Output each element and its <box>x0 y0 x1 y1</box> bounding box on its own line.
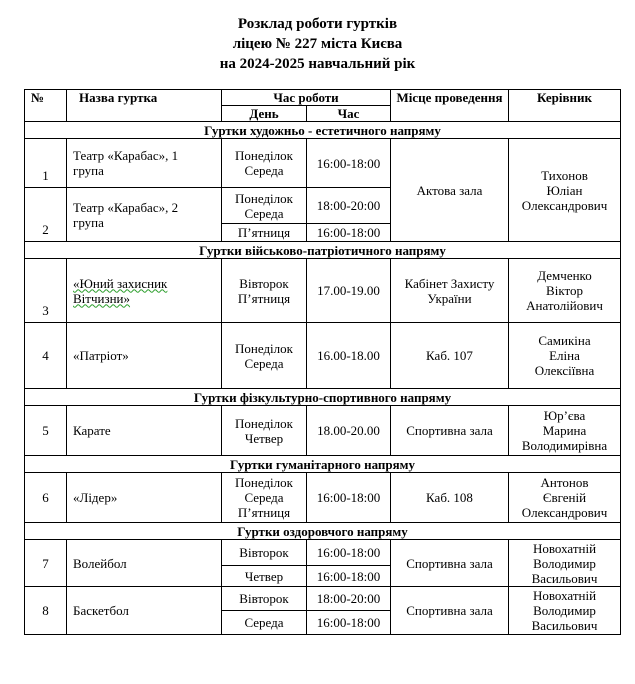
table-row <box>25 259 621 323</box>
leader-line: Євгеній <box>542 490 587 505</box>
club-place: Спортивна зала <box>391 587 509 635</box>
section-row <box>25 389 621 406</box>
club-day: П’ятниця <box>222 224 307 242</box>
leader-line: Олександрович <box>521 505 608 520</box>
leader-line: Володимирівна <box>521 438 608 453</box>
day-line: Понеділок <box>235 190 293 206</box>
day-line: Середа <box>244 163 284 178</box>
section-title: Гуртки гуманітарного напряму <box>25 456 621 473</box>
leader-line: Віктор <box>546 283 583 298</box>
club-name <box>67 139 222 188</box>
day-line: Понеділок <box>235 415 293 431</box>
section-title: Гуртки військово-патріотичного напряму <box>25 242 621 259</box>
club-time: 18:00-20:00 <box>307 188 391 224</box>
leader-line: Васильович <box>531 570 598 586</box>
club-place: Каб. 107 <box>391 323 509 389</box>
club-day <box>222 406 307 456</box>
club-time: 16:00-18:00 <box>307 473 391 523</box>
section-row <box>25 122 621 139</box>
leader-line: Еліна <box>549 348 580 363</box>
club-time: 18.00-20.00 <box>307 406 391 456</box>
day-line: Понеділок <box>235 475 293 490</box>
club-day: Вівторок <box>222 540 307 566</box>
day-line: Четвер <box>244 430 284 446</box>
leader-line: Новохатній <box>532 588 597 603</box>
place-line: України <box>427 290 472 306</box>
club-name-line: Театр «Карабас», 2 <box>73 200 179 215</box>
header-row <box>25 90 621 106</box>
leader-line: Володимир <box>533 603 596 618</box>
header-name: Назва гуртка <box>67 90 222 122</box>
day-line: Понеділок <box>235 340 293 356</box>
club-name: Карате <box>67 406 222 456</box>
club-time: 16.00-18.00 <box>307 323 391 389</box>
club-leader <box>509 473 621 523</box>
row-number: 6 <box>25 473 67 523</box>
schedule-table <box>24 89 621 635</box>
section-row <box>25 242 621 259</box>
club-name: Волейбол <box>67 540 222 587</box>
section-title: Гуртки фізкультурно-спортивного напряму <box>25 389 621 406</box>
table-row <box>25 406 621 456</box>
club-day: Четвер <box>222 566 307 587</box>
leader-line: Юр’єва <box>543 408 586 423</box>
day-line: Понеділок <box>235 148 293 163</box>
section-title: Гуртки художньо - естетичного напряму <box>25 122 621 139</box>
row-number: 4 <box>25 323 67 389</box>
title-line-1: Розклад роботи гуртків <box>237 16 398 32</box>
club-time: 16:00-18:00 <box>307 139 391 188</box>
club-place <box>391 259 509 323</box>
club-leader <box>509 406 621 456</box>
club-day <box>222 323 307 389</box>
leader-line: Васильович <box>531 618 598 633</box>
day-line: П’ятниця <box>237 290 291 306</box>
row-number: 8 <box>25 587 67 635</box>
leader-line: Демченко <box>537 268 592 283</box>
day-line: Середа <box>244 490 284 505</box>
club-time: 16:00-18:00 <box>307 540 391 566</box>
leader-line: Антонов <box>540 475 589 490</box>
header-time: Час <box>307 106 391 122</box>
leader-line: Юліан <box>546 182 583 198</box>
row-number: 3 <box>25 259 67 323</box>
day-line: Середа <box>244 355 284 371</box>
row-number: 5 <box>25 406 67 456</box>
club-name <box>67 188 222 242</box>
title-line-2: ліцею № 227 міста Києва <box>232 36 403 52</box>
club-name-line: Вітчизни» <box>73 290 131 306</box>
club-place: Спортивна зала <box>391 406 509 456</box>
document-title <box>0 14 635 74</box>
club-name-line: група <box>73 215 104 230</box>
club-place: Актова зала <box>391 139 509 242</box>
header-place: Місце проведення <box>391 90 509 122</box>
section-title: Гуртки оздоровчого напряму <box>25 523 621 540</box>
club-place: Спортивна зала <box>391 540 509 587</box>
club-time: 17.00-19.00 <box>307 259 391 323</box>
header-num: № <box>25 90 67 122</box>
leader-line: Володимир <box>533 555 596 571</box>
club-time: 18:00-20:00 <box>307 587 391 611</box>
club-day <box>222 473 307 523</box>
club-name-line: «Юний захисник <box>73 275 168 291</box>
row-number: 1 <box>25 139 67 188</box>
club-name-line: Театр «Карабас», 1 <box>73 148 179 163</box>
club-time: 16:00-18:00 <box>307 224 391 242</box>
club-day <box>222 139 307 188</box>
club-time: 16:00-18:00 <box>307 611 391 635</box>
day-line: П’ятниця <box>237 505 291 520</box>
club-name: «Патріот» <box>67 323 222 389</box>
section-row <box>25 523 621 540</box>
club-leader <box>509 259 621 323</box>
leader-line: Олександрович <box>521 197 608 213</box>
club-name <box>67 259 222 323</box>
title-line-3: на 2024-2025 навчальний рік <box>219 56 416 72</box>
row-number: 2 <box>25 188 67 242</box>
place-line: Кабінет Захисту <box>404 275 495 291</box>
section-row <box>25 456 621 473</box>
leader-line: Олексіївна <box>534 363 595 378</box>
leader-line: Тихонов <box>541 167 588 183</box>
club-leader <box>509 540 621 587</box>
header-worktime: Час роботи <box>222 90 391 106</box>
day-line: Середа <box>244 205 284 221</box>
club-day <box>222 259 307 323</box>
club-leader <box>509 323 621 389</box>
leader-line: Новохатній <box>532 540 597 556</box>
club-leader <box>509 587 621 635</box>
club-day: Вівторок <box>222 587 307 611</box>
table-row <box>25 139 621 188</box>
leader-line: Анатолійович <box>526 298 603 313</box>
table-row <box>25 323 621 389</box>
club-name: «Лідер» <box>67 473 222 523</box>
club-day: Середа <box>222 611 307 635</box>
club-day <box>222 188 307 224</box>
club-time: 16:00-18:00 <box>307 566 391 587</box>
table-row <box>25 473 621 523</box>
club-name-line: група <box>73 163 104 178</box>
table-row <box>25 587 621 611</box>
club-name: Баскетбол <box>67 587 222 635</box>
table-row <box>25 540 621 566</box>
header-day: День <box>222 106 307 122</box>
leader-line: Марина <box>542 423 587 438</box>
header-leader: Керівник <box>509 90 621 122</box>
row-number: 7 <box>25 540 67 587</box>
club-place: Каб. 108 <box>391 473 509 523</box>
club-leader <box>509 139 621 242</box>
leader-line: Самикіна <box>538 333 591 348</box>
day-line: Вівторок <box>239 275 289 291</box>
